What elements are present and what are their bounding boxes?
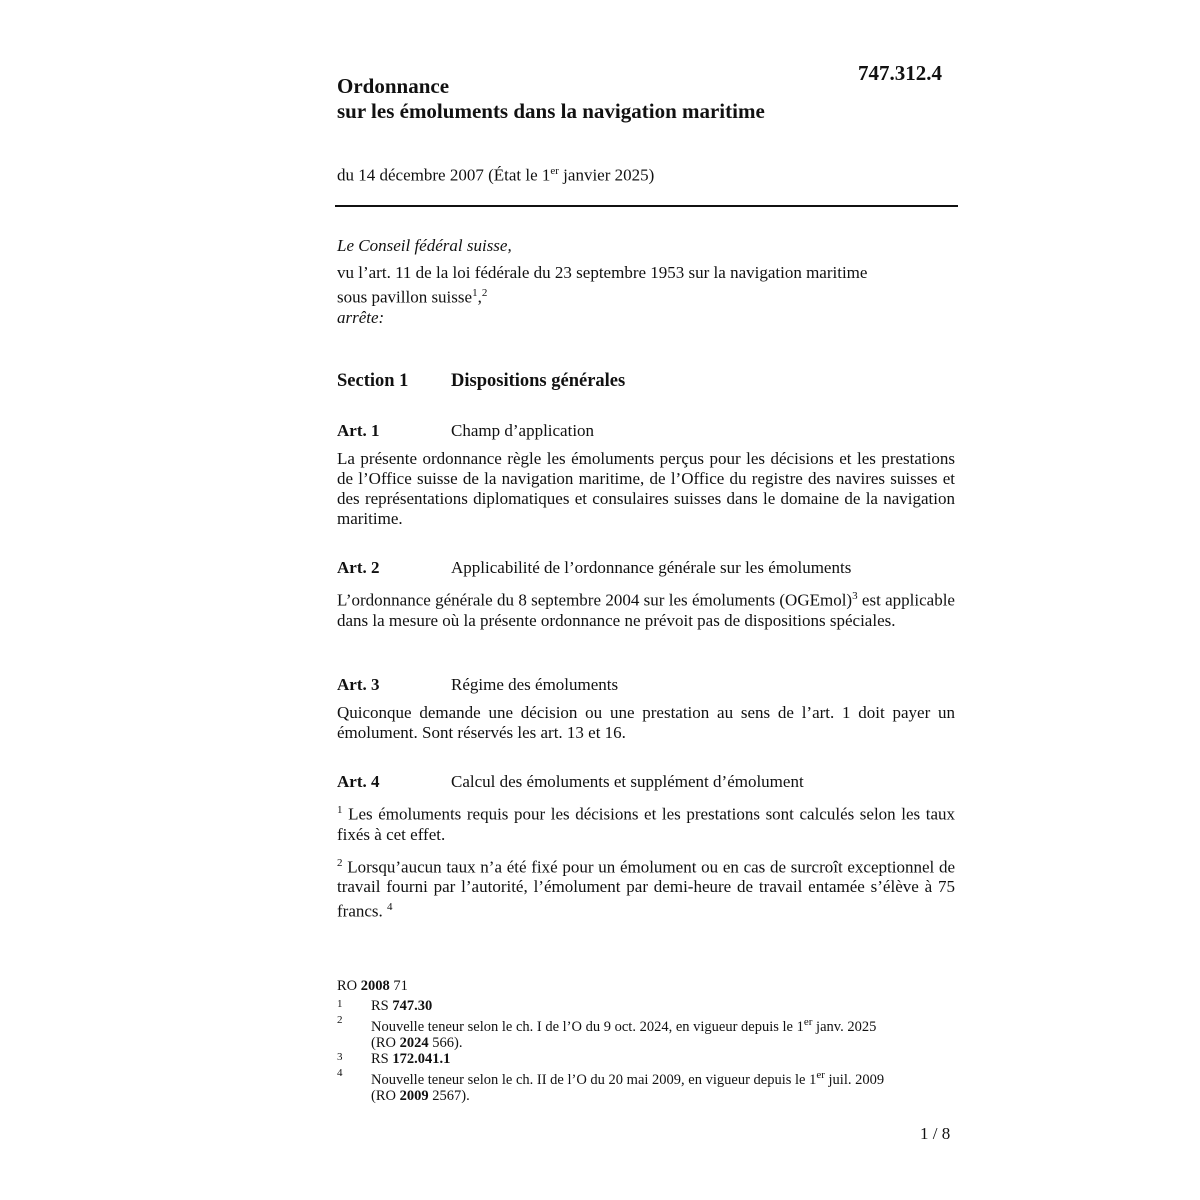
- date-line: du 14 décembre 2007 (État le 1er janvier 2025): [337, 165, 655, 185]
- article-number: Art. 3: [337, 675, 380, 694]
- preamble-basis: vu l’art. 11 de la loi fédérale du 23 septembre 1953 sur la navigation maritime sous pavillon suisse$^1$,$^2$: [337, 263, 868, 307]
- article-title: Champ d’application: [451, 421, 595, 440]
- article-2: [337, 558, 955, 631]
- footnote-1: 1 RS 747.30: [337, 998, 433, 1014]
- footnote-ref-3[interactable]: 3: [852, 590, 858, 602]
- article-paragraph: $^2$ Lorsqu’aucun taux n’a été fixé pour un émolument ou en cas de surcroît exceptionnel de travail fourni par l’autorité, l’émolument par demi-heure de travail entamée s’élève à 75 francs. $^4$: [337, 856, 955, 921]
- article-number: Art. 1: [337, 421, 380, 440]
- article-title: Calcul des émoluments et supplément d’émolument: [451, 772, 804, 791]
- footnote-4: 4 Nouvelle teneur selon le ch. II de l’O du 20 mai 2009, en vigueur depuis le 1er juil. 2009 (RO 2009 2567).: [337, 1066, 885, 1104]
- article-heading: [337, 421, 955, 441]
- article-heading: [337, 772, 955, 792]
- article-paragraph: $^1$ Les émoluments requis pour les décisions et les prestations sont calculés selon les taux fixés à cet effet.: [337, 804, 955, 844]
- section-heading: [337, 371, 957, 392]
- page-number: 1 / 8: [920, 1124, 951, 1143]
- article-number: Art. 4: [337, 772, 380, 791]
- section-number: Section 1: [337, 371, 409, 391]
- footnote-ref-2[interactable]: 2: [481, 287, 488, 299]
- article-number: Art. 2: [337, 558, 380, 577]
- ro-reference: RO 2008 71: [337, 978, 408, 994]
- footnote-2: 2 Nouvelle teneur selon le ch. I de l’O du 9 oct. 2024, en vigueur depuis le 1er janv. 2025 (RO 2024 566).: [337, 1014, 877, 1051]
- footnote-3: 3 RS 172.041.1: [337, 1050, 451, 1067]
- article-3: [337, 675, 955, 743]
- title-line-2: sur les émoluments dans la navigation maritime: [337, 99, 765, 123]
- article-heading: [337, 675, 955, 695]
- article-1: [337, 421, 955, 529]
- footnote-ref-1[interactable]: 1: [472, 287, 478, 299]
- article-paragraph: La présente ordonnance règle les émoluments perçus pour les décisions et les prestations de l’Office suisse de la navigation maritime, de l’Office du registre des navires suisses et des représentations diplomatiques et consulaires suisses dans le domaine de la navigation maritime.: [337, 449, 955, 528]
- preamble-decree: arrête:: [337, 307, 385, 327]
- preamble: [337, 236, 957, 328]
- article-paragraph: Quiconque demande une décision ou une prestation au sens de l’art. 1 doit payer un émolument. Sont réservés les art. 13 et 16.: [337, 703, 955, 742]
- section-title: Dispositions générales: [451, 371, 626, 391]
- footnotes: [337, 978, 957, 1104]
- article-title: Régime des émoluments: [451, 675, 619, 694]
- title-line-1: Ordonnance: [337, 74, 450, 98]
- document-title: [337, 74, 765, 124]
- article-title: Applicabilité de l’ordonnance générale sur les émoluments: [451, 558, 852, 577]
- article-heading: [337, 558, 955, 578]
- article-4: [337, 772, 955, 922]
- article-paragraph: L’ordonnance générale du 8 septembre 2004 sur les émoluments (OGEmol)$^3$ est applicable dans la mesure où la présente ordonnance ne prévoit pas de dispositions spéciales.: [337, 590, 955, 630]
- sr-number: 747.312.4: [858, 61, 942, 85]
- footnote-ref-4[interactable]: 4: [387, 901, 393, 914]
- title-divider: [335, 205, 958, 207]
- preamble-authority: Le Conseil fédéral suisse,: [337, 236, 512, 255]
